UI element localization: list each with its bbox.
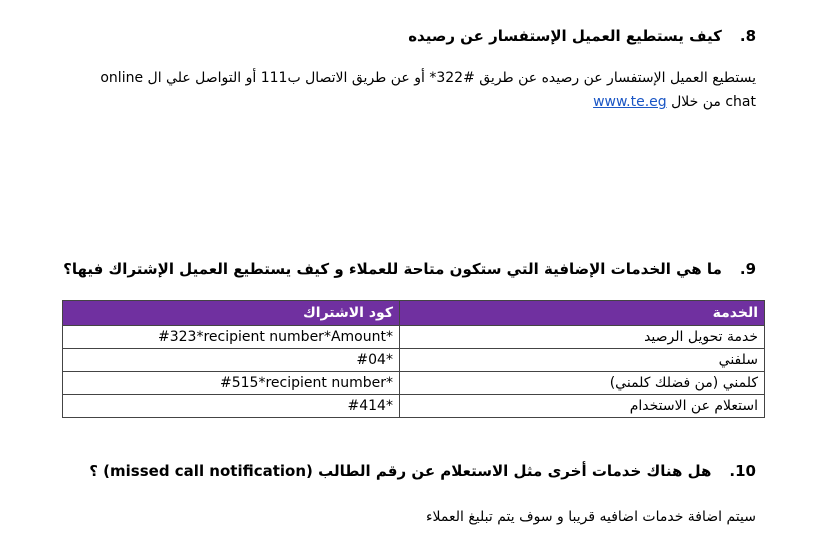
service-code-cell: #04* [63, 349, 400, 372]
service-code-cell: #323*recipient number*Amount* [63, 326, 400, 349]
service-column-header: الخدمة [399, 301, 764, 326]
service-name-cell: كلمني (من فضلك كلمني) [399, 372, 764, 395]
question-10-heading [89, 462, 756, 480]
service-code-cell: #414* [63, 395, 400, 418]
te-website-link[interactable]: www.te.eg [593, 94, 667, 110]
answer-8-line-2 [56, 90, 756, 114]
question-9-title: ما هي الخدمات الإضافية التي ستكون متاحة للعملاء و كيف يستطيع العميل الإشتراك فيها؟ [63, 260, 722, 278]
service-name-cell: استعلام عن الاستخدام [399, 395, 764, 418]
question-8-title: كيف يستطيع العميل الإستفسار عن رصيده [408, 27, 722, 45]
service-name-cell: خدمة تحويل الرصيد [399, 326, 764, 349]
answer-8-line-1: يستطيع العميل الإستفسار عن رصيده عن طريق #322* أو عن طريق الاتصال ب111 أو التواصل علي ال online [100, 70, 756, 86]
answer-10: سيتم اضافة خدمات اضافيه قريبا و سوف يتم تبليغ العملاء [425, 509, 756, 525]
question-9-heading [63, 260, 756, 278]
table-row [63, 326, 765, 349]
code-column-header: كود الاشتراك [63, 301, 400, 326]
question-8-number: 8. [739, 27, 756, 45]
service-name-cell: سلفني [399, 349, 764, 372]
answer-8 [56, 66, 756, 114]
services-table [62, 300, 765, 418]
question-9-number: 9. [739, 260, 756, 278]
table-row [63, 395, 765, 418]
question-10-title: هل هناك خدمات أخرى مثل الاستعلام عن رقم الطالب (missed call notification) ؟ [89, 462, 712, 480]
question-10-number: 10. [729, 462, 756, 480]
question-8-heading [408, 27, 756, 45]
table-header-row [63, 301, 765, 326]
table-row [63, 372, 765, 395]
service-code-cell: #515*recipient number* [63, 372, 400, 395]
answer-8-line-2-text: chat من خلال [671, 94, 756, 110]
table-row [63, 349, 765, 372]
